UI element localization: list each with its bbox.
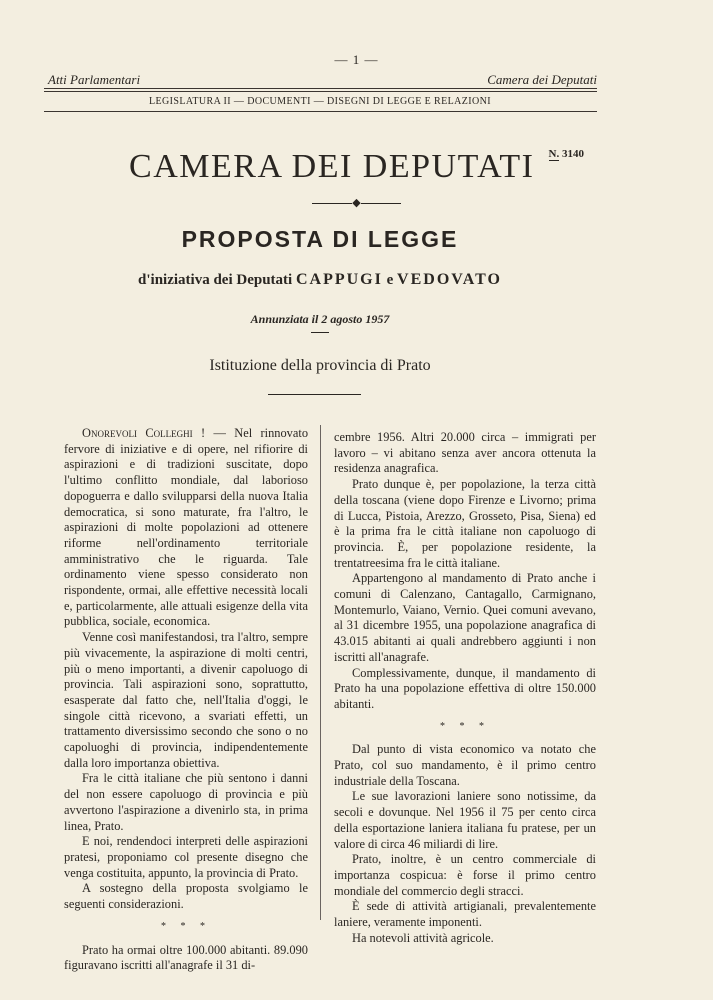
- column-divider: [320, 425, 321, 920]
- paragraph: E noi, rendendoci interpreti delle aspirazioni pratesi, proponiamo col presente disegno che venga costituita, appunto, la provincia di Prato.: [64, 834, 308, 880]
- title-block: [0, 148, 713, 186]
- paragraph: Fra le città italiane che più sentono i danni del non essere capoluogo di provincia e più avvertono l'aspirazione a divenirlo sta, in prima linea, Prato.: [64, 771, 308, 833]
- legislature-rule: [44, 111, 597, 112]
- ornament-diamond: ◆: [352, 197, 361, 209]
- paragraph-text: — Nel rinnovato fervore di iniziative e di opere, nel rifiorire di aspirazioni e di tradizioni suscitate, dopo l'ultimo conflitto mondiale, dal laborioso dopoguerra e dallo svilupparsi della nuova Italia democratica, si sono maturate, fra l'altro, le aspirazioni di molte popolazioni ad ottenere riforme nell'ordinamento territoriale amministrativo che le riguarda. Tale ordinamento viene spesso considerato non rispondente, ormai, alle effettive necessità locali e, particolarmente, alle attuali esigenze della vita pubblica, sociale, economica.: [64, 426, 309, 629]
- short-rule: [311, 332, 329, 333]
- salutation: Onorevoli Colleghi !: [82, 426, 206, 440]
- header-rule-thin: [44, 91, 597, 92]
- paragraph: Dal punto di vista economico va notato che Prato, col suo mandamento, è il primo centro industriale della Toscana.: [334, 742, 596, 788]
- section-stars: * * *: [440, 720, 490, 732]
- legislature-line: LEGISLATURA II — DOCUMENTI — DISEGNI DI LEGGE E RELAZIONI: [149, 96, 491, 107]
- title-ornament: [0, 196, 713, 209]
- paragraph: Prato dunque è, per popolazione, la terza città della toscana (viene dopo Firenze e Livorno; prima di Lucca, Pistoia, Arezzo, Grosseto, Pisa, Siena) ed è la prima fra le città italiane non capoluogo di provincia. È, per popolazione residente, la trentatreesima fra le città italiane.: [334, 477, 596, 570]
- page-number: — 1 —: [334, 52, 379, 67]
- section-stars: * * *: [161, 920, 211, 932]
- paragraph: Prato, inoltre, è un centro commerciale di importanza cospicua: è forse il primo centro mondiale del commercio degli stracci.: [334, 852, 596, 898]
- header-left: Atti Parlamentari: [48, 72, 141, 87]
- paragraph: Le sue lavorazioni laniere sono notissime, da secoli e dovunque. Nel 1956 il 75 per cento circa della esportazione laniera italiana fu pratese, per un valore di circa 46 miliardi di lire.: [334, 789, 596, 851]
- paragraph: Ha notevoli attività agricole.: [352, 930, 494, 945]
- body-column-right: [334, 430, 596, 947]
- deputy-cappugi: CAPPUGI: [295, 271, 383, 288]
- paragraph: Appartengono al mandamento di Prato anche i comuni di Calenzano, Cantagallo, Carmignano, Montemurlo, Vaiano, Vernio. Quei comuni avevano, al 31 dicembre 1955, una popolazione anagrafica di 43.015 abitanti ai quali andrebbero aggiunti i non iscritti all'anagrafe.: [334, 571, 596, 664]
- subject-rule: [268, 394, 361, 395]
- bill-subject: Istituzione della provincia di Prato: [209, 357, 431, 374]
- paragraph: Venne così manifestandosi, tra l'altro, sempre più vivacemente, la aspirazione di molti centri, più o meno importanti, a divenir capoluogo di provincia. Tali aspirazioni sono, soprattutto, esasperate dal fatto che, nell'Italia d'oggi, le singole città ricevono, a svariati effetti, un trattamento diversissimo secondo che sono o no capoluoghi di provincia, indipendentemente dalla loro importanza obiettiva.: [64, 630, 308, 770]
- bill-heading: PROPOSTA DI LEGGE: [181, 226, 459, 252]
- number-label: N.: [548, 148, 560, 160]
- paragraph: Complessivamente, dunque, il mandamento di Prato ha una popolazione effettiva di oltre 150.000 abitanti.: [334, 665, 596, 711]
- chamber-title: CAMERA DEI DEPUTATI: [129, 148, 535, 185]
- number-value: 3140: [561, 148, 584, 160]
- header-rule: [44, 88, 597, 89]
- initiative-prefix: d'iniziativa dei Deputati: [138, 272, 293, 288]
- header-right: Camera dei Deputati: [487, 72, 597, 87]
- paragraph: È sede di attività artigianali, prevalentemente laniere, veramente imponenti.: [334, 899, 596, 930]
- paragraph: [64, 426, 308, 630]
- deputy-vedovato: VEDOVATO: [397, 271, 502, 288]
- document-number: [549, 148, 584, 160]
- initiative-conj: e: [386, 272, 394, 288]
- body-column-left: [64, 426, 308, 974]
- paragraph: A sostegno della proposta svolgiamo le seguenti considerazioni.: [64, 881, 308, 912]
- initiative-line: [0, 271, 640, 289]
- paragraph: Prato ha ormai oltre 100.000 abitanti. 89.090 figuravano iscritti all'anagrafe il 31 di-: [64, 942, 308, 973]
- announcement-date: Annunziata il 2 agosto 1957: [250, 312, 390, 326]
- paragraph: cembre 1956. Altri 20.000 circa – immigrati per lavoro – vi abitano senza aver ancora ottenuta la residenza anagrafica.: [334, 430, 596, 476]
